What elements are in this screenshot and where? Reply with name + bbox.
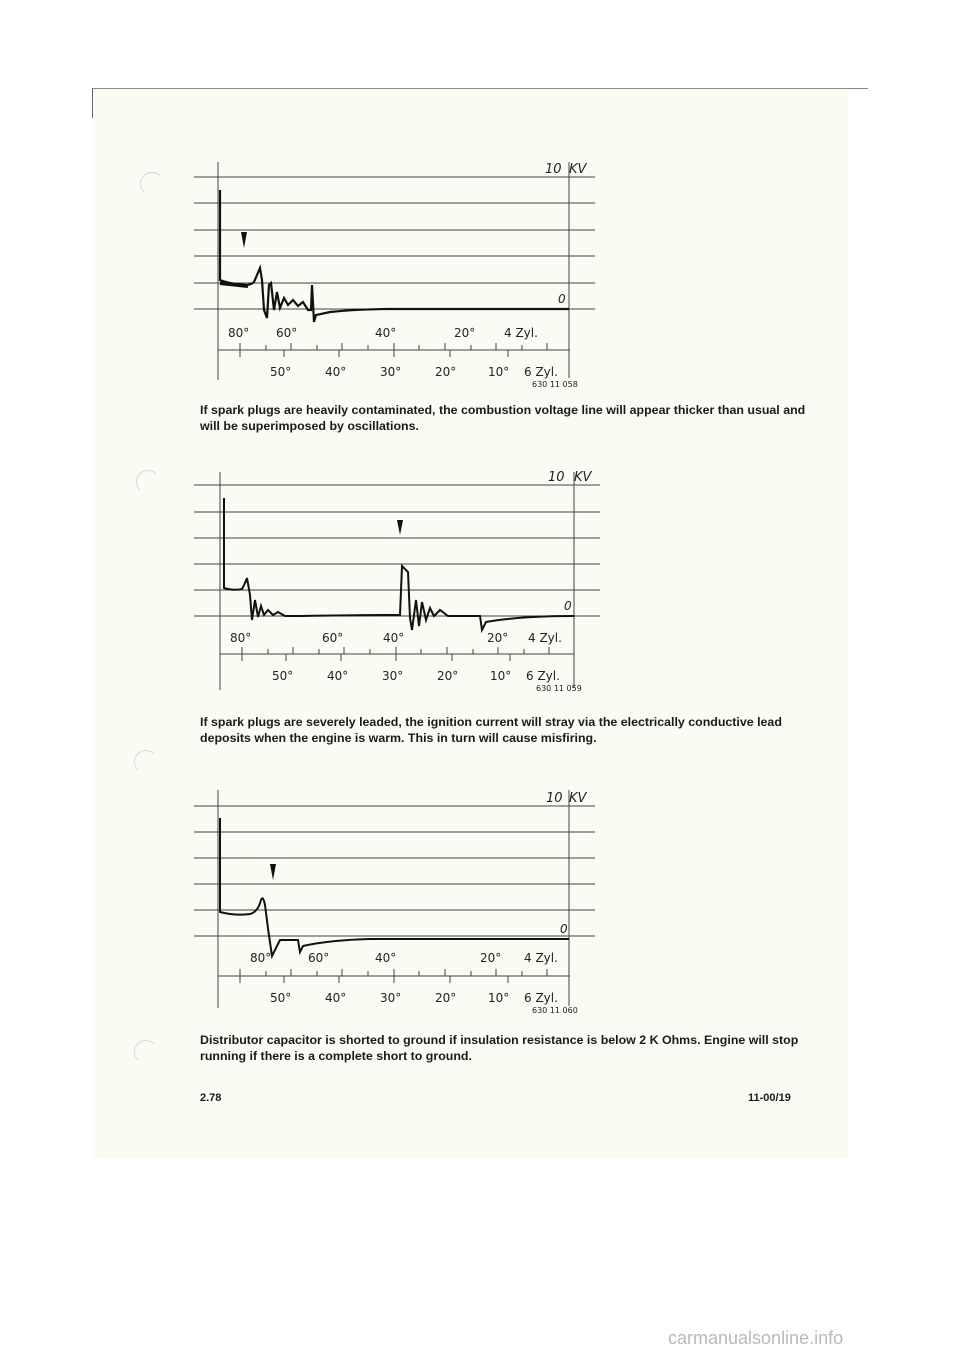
oscillogram-1 xyxy=(190,150,610,400)
kv-number: 10 xyxy=(545,162,562,177)
cylinder-6-label: 6 Zyl. xyxy=(524,365,558,379)
figure-reference: 630 11 058 xyxy=(532,380,578,389)
tick-label-6zyl: 30° xyxy=(380,991,402,1005)
cylinder-6-label: 6 Zyl. xyxy=(526,669,560,683)
tick-label-4zyl: 60° xyxy=(322,631,344,645)
marker-arrow xyxy=(241,232,247,248)
tick-label-6zyl: 10° xyxy=(490,669,512,683)
tick-label-6zyl: 50° xyxy=(270,991,292,1005)
tick-label-6zyl: 30° xyxy=(382,669,404,683)
tick-label-4zyl: 20° xyxy=(454,326,476,340)
figure-3-caption: Distributor capacitor is shorted to ground if insulation resistance is below 2 K Ohms. Engine will stop running if there is a complete short to ground. xyxy=(200,1033,799,1063)
zero-level-label: 0 xyxy=(564,599,572,613)
cylinder-4-label: 4 Zyl. xyxy=(524,951,558,965)
tick-label-6zyl: 20° xyxy=(435,365,457,379)
oscillogram-figure-3 xyxy=(190,780,610,1030)
tick-label-4zyl: 80° xyxy=(250,951,272,965)
figure-1-caption: If spark plugs are heavily contaminated, the combustion voltage line will appear thicker than usual and will be superimposed by oscillations. xyxy=(200,403,806,433)
watermark: carmanualsonline.info xyxy=(668,1328,844,1348)
kv-unit: KV xyxy=(574,470,592,485)
oscillogram-figure-2 xyxy=(190,460,610,710)
figure-2-caption: If spark plugs are severely leaded, the ignition current will stray via the electrically conductive lead deposits when the engine is warm. This in turn will cause misfiring. xyxy=(200,715,782,745)
page-number: 11-00/19 xyxy=(748,1092,791,1104)
tick-label-6zyl: 10° xyxy=(488,365,510,379)
tick-label-4zyl: 80° xyxy=(230,631,252,645)
binder-hole-mark xyxy=(134,750,158,774)
page-left-mark xyxy=(92,88,93,118)
figure-reference: 630 11 060 xyxy=(532,1006,578,1015)
kv-unit: KV xyxy=(569,791,587,806)
cylinder-6-label: 6 Zyl. xyxy=(524,991,558,1005)
binder-hole-mark xyxy=(134,1040,158,1064)
cylinder-4-label: 4 Zyl. xyxy=(504,326,538,340)
kv-number: 10 xyxy=(548,470,565,485)
kv-unit: KV xyxy=(569,162,587,177)
page-date: 2.78 xyxy=(200,1092,222,1104)
oscillogram-2 xyxy=(190,460,610,710)
tick-label-6zyl: 40° xyxy=(325,365,347,379)
tick-label-6zyl: 10° xyxy=(488,991,510,1005)
marker-arrow xyxy=(270,864,276,880)
tick-label-6zyl: 50° xyxy=(272,669,294,683)
tick-label-4zyl: 60° xyxy=(276,326,298,340)
zero-level-label: 0 xyxy=(558,292,566,306)
tick-label-4zyl: 20° xyxy=(487,631,509,645)
tick-label-4zyl: 60° xyxy=(308,951,330,965)
figure-reference: 630 11 059 xyxy=(536,684,582,693)
oscillogram-3 xyxy=(190,780,610,1030)
tick-label-6zyl: 40° xyxy=(325,991,347,1005)
tick-label-6zyl: 40° xyxy=(327,669,349,683)
voltage-trace xyxy=(220,818,569,956)
tick-label-4zyl: 40° xyxy=(375,951,397,965)
tick-label-4zyl: 80° xyxy=(228,326,250,340)
cylinder-4-label: 4 Zyl. xyxy=(528,631,562,645)
binder-hole-mark xyxy=(140,172,164,196)
tick-label-6zyl: 20° xyxy=(435,991,457,1005)
tick-label-6zyl: 50° xyxy=(270,365,292,379)
tick-label-4zyl: 40° xyxy=(383,631,405,645)
oscillogram-figure-1 xyxy=(190,150,610,400)
tick-label-4zyl: 40° xyxy=(375,326,397,340)
binder-hole-mark xyxy=(136,470,160,494)
tick-label-6zyl: 20° xyxy=(437,669,459,683)
zero-level-label: 0 xyxy=(560,922,568,936)
tick-label-6zyl: 30° xyxy=(380,365,402,379)
page-top-rule xyxy=(92,88,868,89)
kv-number: 10 xyxy=(546,791,563,806)
marker-arrow xyxy=(397,520,403,535)
tick-label-4zyl: 20° xyxy=(480,951,502,965)
